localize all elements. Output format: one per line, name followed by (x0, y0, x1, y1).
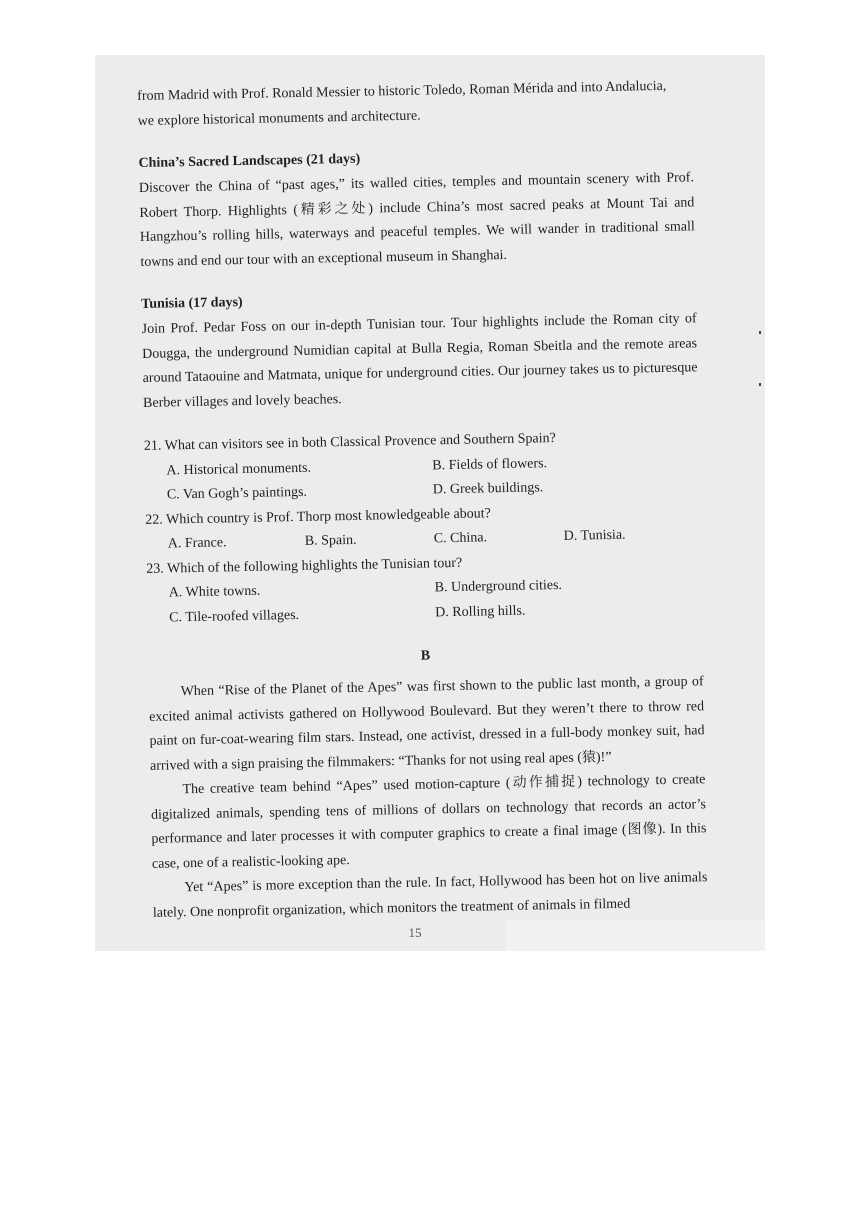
question-stem: 23. Which of the following highlights the Tunisian tour? (146, 555, 463, 577)
section-b-paragraph-2: The creative team behind “Apes” used motion-capture (动作捕捉) technology to create digitalized animals, spending tens of millions of dollars on technology that records an actor’s performance and later processes it with computer graphics to create a final image (图像). In this case, one of a realistic-looking ape. (150, 772, 707, 872)
option-b: B. Spain. (304, 532, 357, 549)
question-stem: 21. What can visitors see in both Classical Provence and Southern Spain? (143, 431, 556, 454)
option-a: A. Historical monuments. (166, 460, 312, 479)
option-a: A. France. (167, 535, 227, 552)
option-d: D. Greek buildings. (432, 480, 544, 498)
intro-line-1: from Madrid with Prof. Ronald Messier to historic Toledo, Roman Mérida and into Andalucia, (137, 78, 667, 104)
china-heading: China’s Sacred Landscapes (21 days) (138, 151, 361, 171)
page-number: 15 (408, 925, 422, 940)
option-c: C. Van Gogh’s paintings. (166, 484, 308, 503)
scan-speck (759, 331, 761, 334)
question-23 (146, 547, 702, 631)
scanned-page (95, 55, 765, 951)
question-stem: 22. Which country is Prof. Thorp most knowledgeable about? (145, 505, 491, 528)
intro-line-2: we explore historical monuments and architecture. (137, 108, 421, 129)
option-d: D. Tunisia. (563, 527, 626, 544)
page-content (137, 74, 708, 925)
option-b: B. Fields of flowers. (432, 455, 548, 473)
option-d: D. Rolling hills. (435, 603, 526, 620)
option-a: A. White towns. (168, 583, 261, 601)
question-options (147, 571, 703, 631)
option-c: C. China. (433, 530, 488, 547)
question-21 (144, 424, 700, 508)
option-b: B. Underground cities. (434, 577, 563, 596)
tunisia-heading: Tunisia (17 days) (141, 295, 243, 312)
scan-speck (759, 383, 761, 386)
tunisia-paragraph: Join Prof. Pedar Foss on our in-depth Tunisian tour. Tour highlights include the Roman city of Dougga, the underground Numidian capital at Bulla Regia, Roman Sbeitla and the remote areas around Tataouine and Matmata, unique for underground cities. Our journey takes us to picturesque Berber villages and lovely beaches. (141, 311, 698, 411)
section-b-title: B (420, 648, 431, 664)
section-b-paragraph-1: When “Rise of the Planet of the Apes” was first shown to the public last month, a group of excited animal activists gathered on Hollywood Boulevard. But they weren’t there to throw red paint on fur-coat-wearing film stars. Instead, one activist, dressed in a full-body monkey suit, had arrived with a sign praising the filmmakers: “Thanks for not using real apes (猿)!” (148, 674, 705, 774)
section-b-paragraph-3: Yet “Apes” is more exception than the rule. In fact, Hollywood has been hot on live animals lately. One nonprofit organization, which monitors the treatment of animals in filmed (152, 870, 708, 921)
china-paragraph: Discover the China of “past ages,” its walled cities, temples and mountain scenery with Prof. Robert Thorp. Highlights (精彩之处) include China’s most sacred peaks at Mount Tai and Hangzhou’s rolling hills, waterways and peaceful temples. We will wander in traditional small towns and end our tour with an exceptional museum in Shanghai. (138, 170, 695, 270)
option-c: C. Tile-roofed villages. (169, 607, 300, 625)
